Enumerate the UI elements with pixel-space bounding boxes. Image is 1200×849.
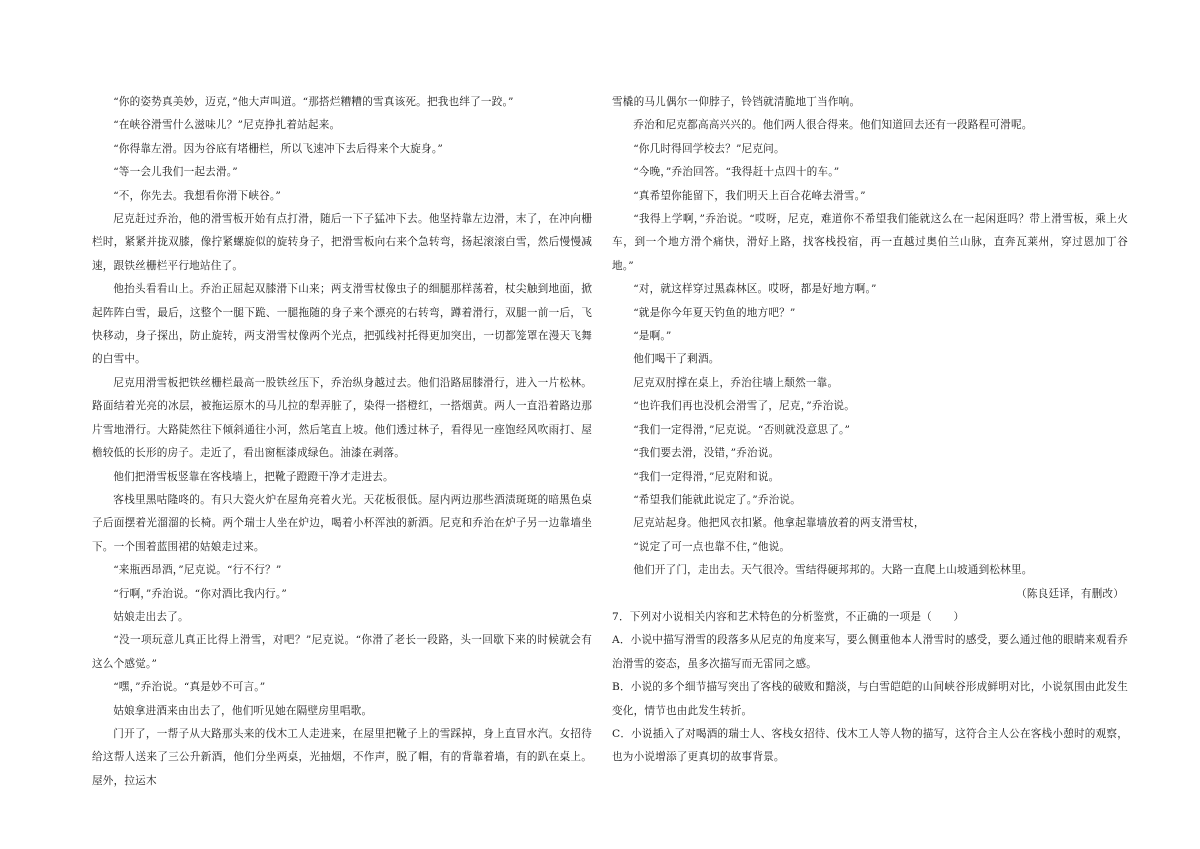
right-column [612, 91, 1128, 770]
paragraph: 他们喝干了剩酒。 [633, 353, 720, 366]
paragraph: “就是你今年夏天钓鱼的地方吧？” [633, 306, 796, 319]
question-stem: 7．下列对小说相关内容和艺术特色的分析鉴赏，不正确的一项是（ ） [612, 610, 965, 623]
paragraph: “等一会儿我们一起去滑。” [113, 166, 238, 179]
option-b: B．小说的多个细节描写突出了客栈的破败和黯淡，与白雪皑皑的山间峡谷形成鲜明对比，小说氛围由此发生变化，情节也由此发生转折。 [612, 681, 1128, 717]
paragraph: “在峡谷滑雪什么滋味儿？”尼克挣扎着站起来。 [113, 119, 341, 132]
paragraph: “你几时得回学校去？”尼克问。 [633, 142, 785, 155]
paragraph: “也许我们再也没机会滑雪了，尼克，”乔治说。 [633, 400, 855, 413]
paragraph: “你的姿势真美妙，迈克，”他大声叫道。“那搭烂糟糟的雪真该死。把我也绊了一跤。” [113, 96, 514, 108]
left-column [92, 91, 592, 793]
option-c: C．小说插入了对喝酒的瑞士人、客栈女招待、伐木工人等人物的描写，这符合主人公在客栈小憩时的观察，也为小说增添了更真切的故事背景。 [612, 727, 1128, 764]
paragraph: 雪橇的马儿偶尔一仰脖子，铃铛就清脆地丁当作响。 [612, 96, 861, 108]
paragraph: 他们把滑雪板竖靠在客栈墙上，把靴子蹬蹬干净才走进去。 [113, 470, 394, 483]
paragraph: “我们一定得滑，”尼克说。“否则就没意思了。” [633, 423, 851, 436]
paragraph: “不，你先去。我想看你滑下峡谷。” [113, 189, 282, 202]
paragraph: 客栈里黑咕隆咚的。有只大瓷火炉在屋角亮着火光。天花板很低。屋内两边那些酒渍斑斑的暗黑色桌子后面摆着光溜溜的长椅。两个瑞士人坐在炉边，喝着小杯浑浊的新酒。尼克和乔治在炉子另一边靠墙坐下。一个围着蓝围裙的姑娘走过来。 [92, 493, 592, 553]
paragraph: “我们一定得滑，”尼克附和说。 [633, 470, 780, 483]
option-a: A．小说中描写滑雪的段落多从尼克的角度来写，要么侧重他本人滑雪时的感受，要么通过他的眼睛来观看乔治滑雪的姿态，虽多次描写而无雷同之感。 [612, 634, 1128, 670]
paragraph: “行啊，”乔治说。“你对酒比我内行。” [113, 587, 287, 600]
paragraph: “我得上学啊，”乔治说。“哎呀，尼克，难道你不希望我们能就这么在一起闲逛吗？带上滑雪板，乘上火车，到一个地方滑个痛快，滑好上路，找客栈投宿，再一直越过奥伯兰山脉，直奔瓦莱州，穿过恩加丁谷地。” [612, 213, 1128, 272]
paragraph: 他抬头看看山上。乔治正屈起双膝滑下山来；两支滑雪杖像虫子的细腿那样荡着，杖尖触到地面，掀起阵阵白雪，最后，这整个一腿下跪、一腿拖随的身子来个漂亮的右转弯，蹲着滑行，双腿一前一后，飞快移动，身子探出，防止旋转，两支滑雪杖像两个光点，把弧线衬托得更加突出，一切都笼罩在漫天飞舞的白雪中。 [92, 283, 592, 366]
paragraph: 姑娘拿进酒来由出去了，他们听见她在隔壁房里唱歌。 [113, 704, 373, 717]
paragraph: “嘿，”乔治说。“真是妙不可言。” [113, 681, 266, 694]
attribution: （陈良廷译，有删改） [1016, 587, 1124, 600]
paragraph: “是啊。” [633, 330, 672, 343]
paragraph: “今晚，”乔治回答。“我得赶十点四十的车。” [633, 166, 840, 179]
paragraph: “希望我们能就此说定了。”乔治说。 [633, 493, 802, 506]
paragraph: “来瓶西昂酒，”尼克说。“行不行？” [113, 564, 282, 577]
paragraph: “真希望你能留下，我们明天上百合花峰去滑雪。” [633, 189, 866, 202]
paragraph: “我们要去滑，没错，”乔治说。 [633, 447, 780, 460]
paragraph: 乔治和尼克都高高兴兴的。他们两人很合得来。他们知道回去还有一段路程可滑呢。 [633, 119, 1033, 132]
paragraph: 尼克站起身。他把风衣扣紧。他拿起靠墙放着的两支滑雪杖， [633, 517, 925, 530]
paragraph: 他们开了门，走出去。天气很冷。雪结得硬邦邦的。大路一直爬上山坡通到松林里。 [633, 564, 1033, 577]
paragraph: 门开了，一帮子从大路那头来的伐木工人走进来，在屋里把靴子上的雪踩掉，身上直冒水汽。女招待给这帮人送来了三公升新酒，他们分坐两桌，光抽烟，不作声，脱了帽，有的背靠着墙，有的趴在桌上。屋外，拉运木 [92, 727, 592, 787]
paragraph: 尼克双肘撑在桌上，乔治往墙上颓然一靠。 [633, 376, 839, 389]
paragraph: 尼克用滑雪板把铁丝栅栏最高一股铁丝压下，乔治纵身越过去。他们沿路屈膝滑行，进入一片松林。路面结着光亮的冰层，被拖运原木的马儿拉的犁弄脏了，染得一搭橙红，一搭烟黄。两人一直沿着路边那片雪地滑行。大路陡然往下倾斜通往小河，然后笔直上坡。他们透过林子，看得见一座饱经风吹雨打、屋檐较低的长形的房子。走近了，看出窗框漆成绿色。油漆在剥落。 [92, 376, 592, 460]
paragraph: “你得靠左滑。因为谷底有堵栅栏，所以飞速冲下去后得来个大旋身。” [113, 142, 443, 155]
paragraph: “没一项玩意儿真正比得上滑雪，对吧？”尼克说。“你滑了老长一段路，头一回歇下来的时候就会有这么个感觉。” [92, 634, 592, 670]
paragraph: “说定了可一点也靠不住，”他说。 [633, 540, 791, 553]
paragraph: 尼克赶过乔治，他的滑雪板开始有点打滑，随后一下子猛冲下去。他坚持靠左边滑，末了，在冲向栅栏时，紧紧并拢双膝，像拧紧螺旋似的旋转身子，把滑雪板向右来个急转弯，扬起滚滚白雪，然后慢慢减速，跟铁丝栅栏平行地站住了。 [92, 213, 592, 272]
paragraph: 姑娘走出去了。 [113, 610, 189, 623]
paragraph: “对，就这样穿过黑森林区。哎呀，都是好地方啊。” [633, 283, 877, 296]
